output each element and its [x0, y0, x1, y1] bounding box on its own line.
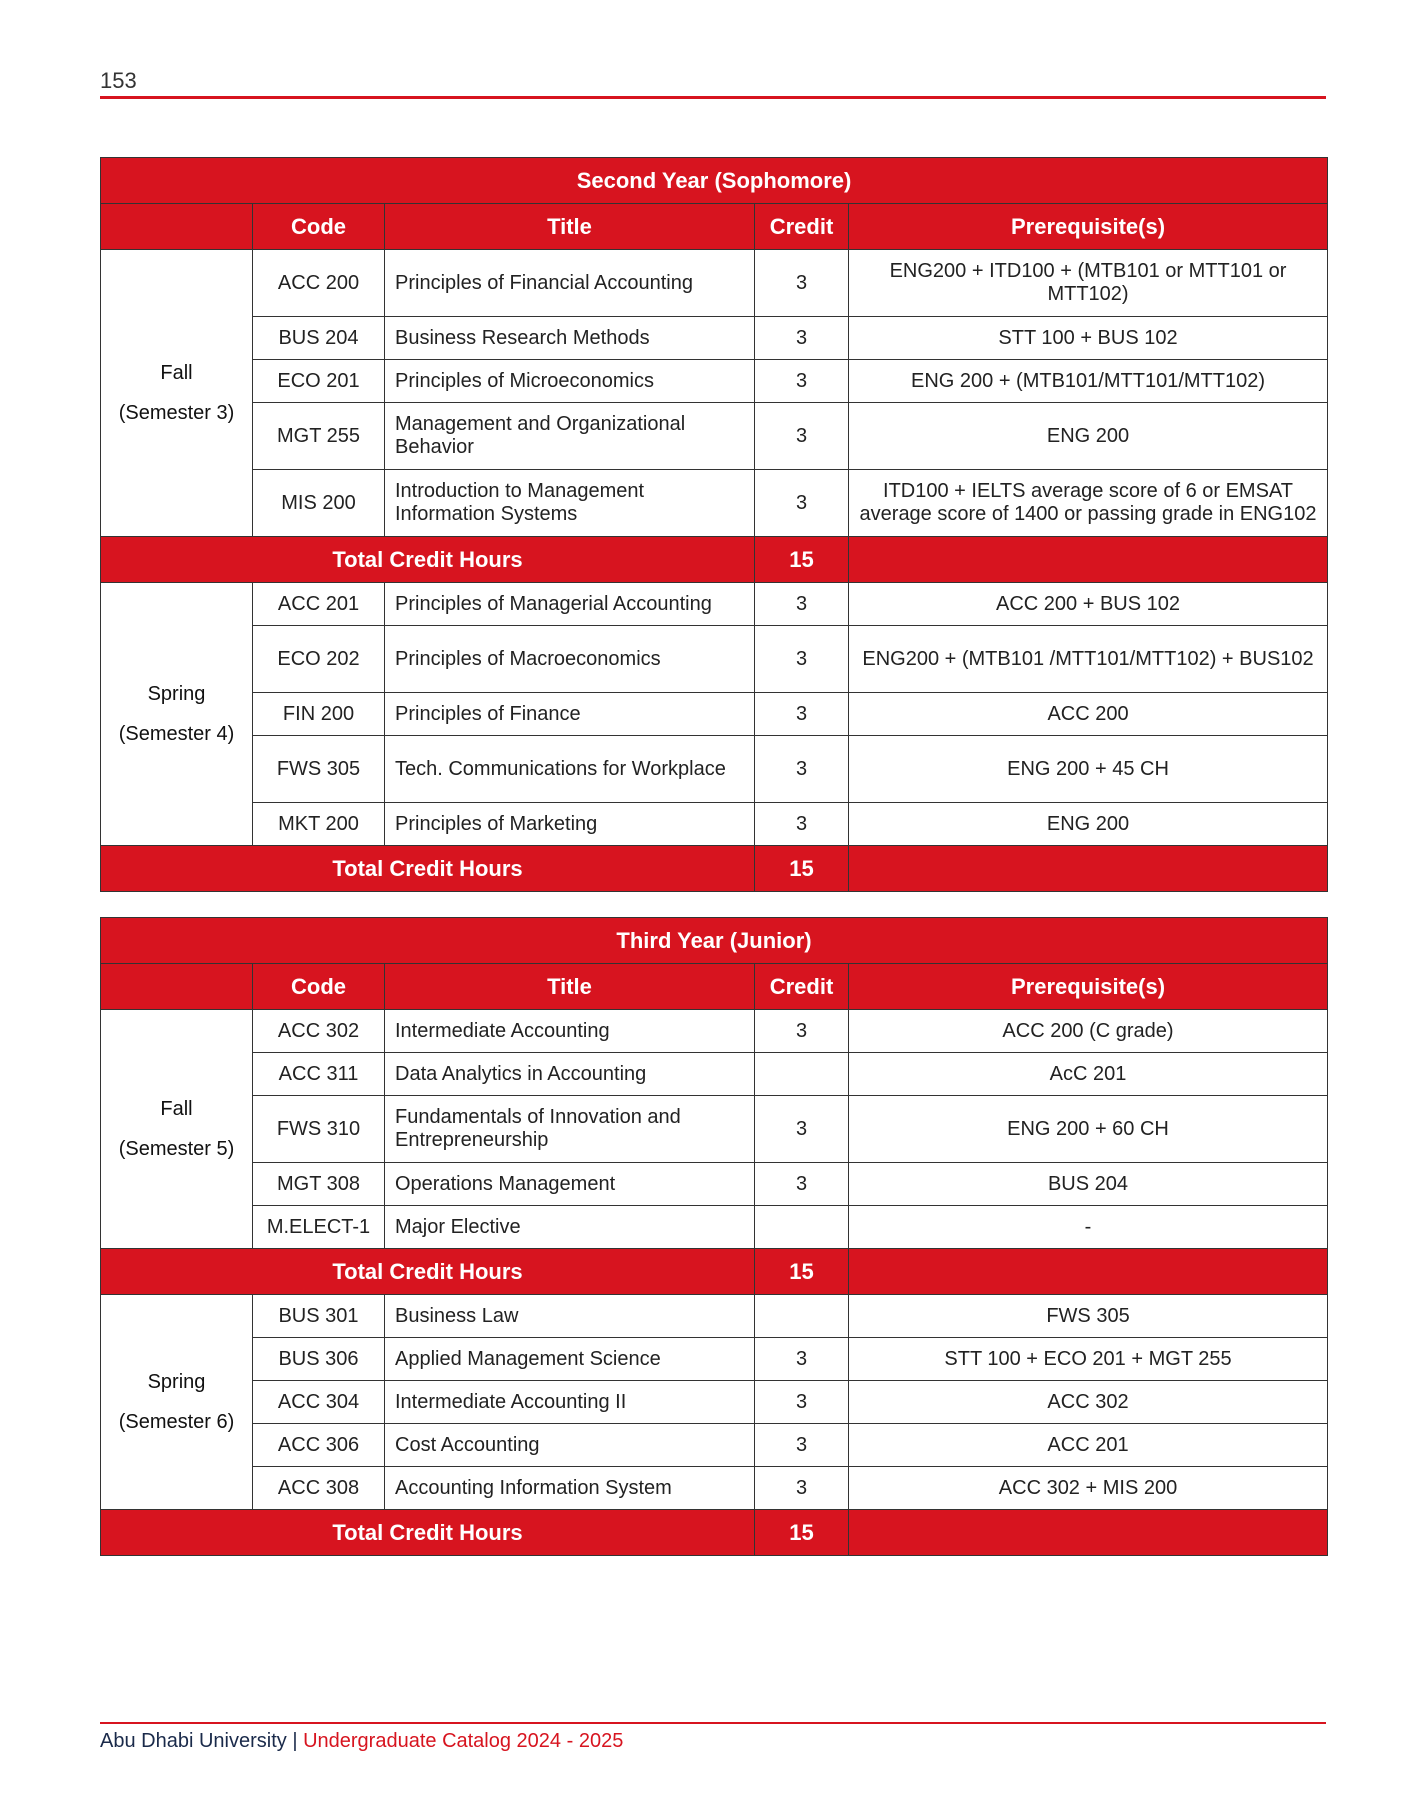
course-title: Management and Organizational Behavior	[385, 403, 755, 470]
course-title: Cost Accounting	[385, 1424, 755, 1467]
course-title: Principles of Macroeconomics	[385, 626, 755, 693]
header-code: Code	[253, 204, 385, 250]
course-prereq: ENG 200	[849, 403, 1328, 470]
table-row	[101, 1467, 1328, 1510]
table-title: Second Year (Sophomore)	[101, 158, 1328, 204]
course-credit: 3	[755, 1010, 849, 1053]
course-title: Intermediate Accounting	[385, 1010, 755, 1053]
course-code: FIN 200	[253, 693, 385, 736]
semester-label: (Semester 4)	[118, 723, 235, 745]
course-code: MIS 200	[253, 470, 385, 537]
semester-label: (Semester 5)	[118, 1138, 235, 1160]
header-title: Title	[385, 204, 755, 250]
header-code: Code	[253, 964, 385, 1010]
total-label: Total Credit Hours	[101, 1510, 755, 1556]
curriculum-table-second-year	[100, 157, 1328, 892]
course-code: ACC 201	[253, 583, 385, 626]
course-title: Principles of Marketing	[385, 803, 755, 846]
total-value: 15	[755, 1249, 849, 1295]
course-prereq: ENG200 + ITD100 + (MTB101 or MTT101 or MTT102)	[849, 250, 1328, 317]
total-row	[101, 1249, 1328, 1295]
course-title: Fundamentals of Innovation and Entrepreneurship	[385, 1096, 755, 1163]
course-credit	[755, 1295, 849, 1338]
total-blank	[849, 537, 1328, 583]
course-code: ACC 302	[253, 1010, 385, 1053]
table-row	[101, 1338, 1328, 1381]
course-credit: 3	[755, 360, 849, 403]
total-row	[101, 537, 1328, 583]
table-row	[101, 1053, 1328, 1096]
course-title: Principles of Microeconomics	[385, 360, 755, 403]
semester-name: Spring	[147, 1371, 206, 1393]
table-row	[101, 583, 1328, 626]
course-credit: 3	[755, 1096, 849, 1163]
course-credit: 3	[755, 693, 849, 736]
course-code: MGT 308	[253, 1163, 385, 1206]
table-row	[101, 1163, 1328, 1206]
footer	[100, 1730, 623, 1753]
course-prereq: -	[849, 1206, 1328, 1249]
table-row	[101, 250, 1328, 317]
course-credit: 3	[755, 250, 849, 317]
table-row	[101, 1096, 1328, 1163]
course-code: ACC 306	[253, 1424, 385, 1467]
table-row	[101, 1381, 1328, 1424]
course-code: ECO 202	[253, 626, 385, 693]
course-title: Applied Management Science	[385, 1338, 755, 1381]
semester-cell	[101, 1295, 253, 1510]
header-blank	[101, 964, 253, 1010]
table-row	[101, 1010, 1328, 1053]
course-prereq: ACC 200 (C grade)	[849, 1010, 1328, 1053]
semester-label: (Semester 3)	[118, 402, 235, 424]
top-rule	[100, 96, 1326, 99]
course-credit	[755, 1206, 849, 1249]
course-code: ACC 308	[253, 1467, 385, 1510]
header-prereq: Prerequisite(s)	[849, 964, 1328, 1010]
table-row	[101, 803, 1328, 846]
table-row	[101, 1295, 1328, 1338]
course-code: BUS 301	[253, 1295, 385, 1338]
course-title: Accounting Information System	[385, 1467, 755, 1510]
semester-label: (Semester 6)	[118, 1411, 235, 1433]
table-title: Third Year (Junior)	[101, 918, 1328, 964]
total-row	[101, 846, 1328, 892]
course-code: FWS 310	[253, 1096, 385, 1163]
course-code: MGT 255	[253, 403, 385, 470]
total-blank	[849, 1510, 1328, 1556]
course-code: M.ELECT-1	[253, 1206, 385, 1249]
course-prereq: ACC 302	[849, 1381, 1328, 1424]
footer-catalog: Undergraduate Catalog 2024 - 2025	[303, 1730, 624, 1752]
course-code: BUS 204	[253, 317, 385, 360]
course-credit: 3	[755, 1381, 849, 1424]
course-prereq: ACC 200 + BUS 102	[849, 583, 1328, 626]
course-title: Business Law	[385, 1295, 755, 1338]
course-code: BUS 306	[253, 1338, 385, 1381]
footer-university: Abu Dhabi University	[100, 1730, 287, 1752]
page-number: 153	[100, 68, 137, 93]
course-prereq: STT 100 + ECO 201 + MGT 255	[849, 1338, 1328, 1381]
total-value: 15	[755, 846, 849, 892]
course-credit: 3	[755, 583, 849, 626]
course-prereq: ACC 200	[849, 693, 1328, 736]
course-prereq: ENG 200	[849, 803, 1328, 846]
course-title: Intermediate Accounting II	[385, 1381, 755, 1424]
total-row	[101, 1510, 1328, 1556]
footer-rule	[100, 1722, 1326, 1724]
table-row	[101, 1424, 1328, 1467]
course-credit: 3	[755, 626, 849, 693]
course-title: Principles of Financial Accounting	[385, 250, 755, 317]
course-code: MKT 200	[253, 803, 385, 846]
course-credit: 3	[755, 403, 849, 470]
semester-name: Spring	[147, 683, 206, 705]
course-prereq: FWS 305	[849, 1295, 1328, 1338]
course-prereq: ENG 200 + 60 CH	[849, 1096, 1328, 1163]
course-credit	[755, 1053, 849, 1096]
column-header-row	[101, 964, 1328, 1010]
course-prereq: STT 100 + BUS 102	[849, 317, 1328, 360]
course-code: FWS 305	[253, 736, 385, 803]
course-credit: 3	[755, 1467, 849, 1510]
table-row	[101, 626, 1328, 693]
course-credit: 3	[755, 317, 849, 360]
course-credit: 3	[755, 803, 849, 846]
footer-separator: |	[292, 1730, 298, 1752]
header-prereq: Prerequisite(s)	[849, 204, 1328, 250]
course-code: ACC 304	[253, 1381, 385, 1424]
semester-name: Fall	[160, 362, 193, 384]
total-label: Total Credit Hours	[101, 537, 755, 583]
table-title-row	[101, 158, 1328, 204]
course-title: Business Research Methods	[385, 317, 755, 360]
semester-cell	[101, 1010, 253, 1249]
course-prereq: ACC 302 + MIS 200	[849, 1467, 1328, 1510]
course-title: Operations Management	[385, 1163, 755, 1206]
header-blank	[101, 204, 253, 250]
semester-cell	[101, 583, 253, 846]
course-prereq: AcC 201	[849, 1053, 1328, 1096]
course-code: ACC 311	[253, 1053, 385, 1096]
total-blank	[849, 846, 1328, 892]
table-title-row	[101, 918, 1328, 964]
table-row	[101, 736, 1328, 803]
course-code: ECO 201	[253, 360, 385, 403]
total-value: 15	[755, 1510, 849, 1556]
course-title: Introduction to Management Information Systems	[385, 470, 755, 537]
table-row	[101, 403, 1328, 470]
table-row	[101, 1206, 1328, 1249]
semester-name: Fall	[160, 1098, 193, 1120]
course-prereq: ENG 200 + 45 CH	[849, 736, 1328, 803]
total-label: Total Credit Hours	[101, 1249, 755, 1295]
course-prereq: ITD100 + IELTS average score of 6 or EMSAT average score of 1400 or passing grade in ENG102	[849, 470, 1328, 537]
course-prereq: ACC 201	[849, 1424, 1328, 1467]
header-credit: Credit	[755, 964, 849, 1010]
course-prereq: BUS 204	[849, 1163, 1328, 1206]
total-value: 15	[755, 537, 849, 583]
column-header-row	[101, 204, 1328, 250]
course-prereq: ENG 200 + (MTB101/MTT101/MTT102)	[849, 360, 1328, 403]
course-credit: 3	[755, 1424, 849, 1467]
header-credit: Credit	[755, 204, 849, 250]
table-row	[101, 470, 1328, 537]
course-title: Principles of Finance	[385, 693, 755, 736]
semester-cell	[101, 250, 253, 537]
course-title: Tech. Communications for Workplace	[385, 736, 755, 803]
course-credit: 3	[755, 1163, 849, 1206]
course-title: Data Analytics in Accounting	[385, 1053, 755, 1096]
course-code: ACC 200	[253, 250, 385, 317]
course-title: Principles of Managerial Accounting	[385, 583, 755, 626]
table-row	[101, 693, 1328, 736]
course-prereq: ENG200 + (MTB101 /MTT101/MTT102) + BUS102	[849, 626, 1328, 693]
table-row	[101, 360, 1328, 403]
course-credit: 3	[755, 736, 849, 803]
header-title: Title	[385, 964, 755, 1010]
course-credit: 3	[755, 470, 849, 537]
total-blank	[849, 1249, 1328, 1295]
course-credit: 3	[755, 1338, 849, 1381]
table-row	[101, 317, 1328, 360]
course-title: Major Elective	[385, 1206, 755, 1249]
total-label: Total Credit Hours	[101, 846, 755, 892]
curriculum-table-third-year	[100, 917, 1328, 1556]
